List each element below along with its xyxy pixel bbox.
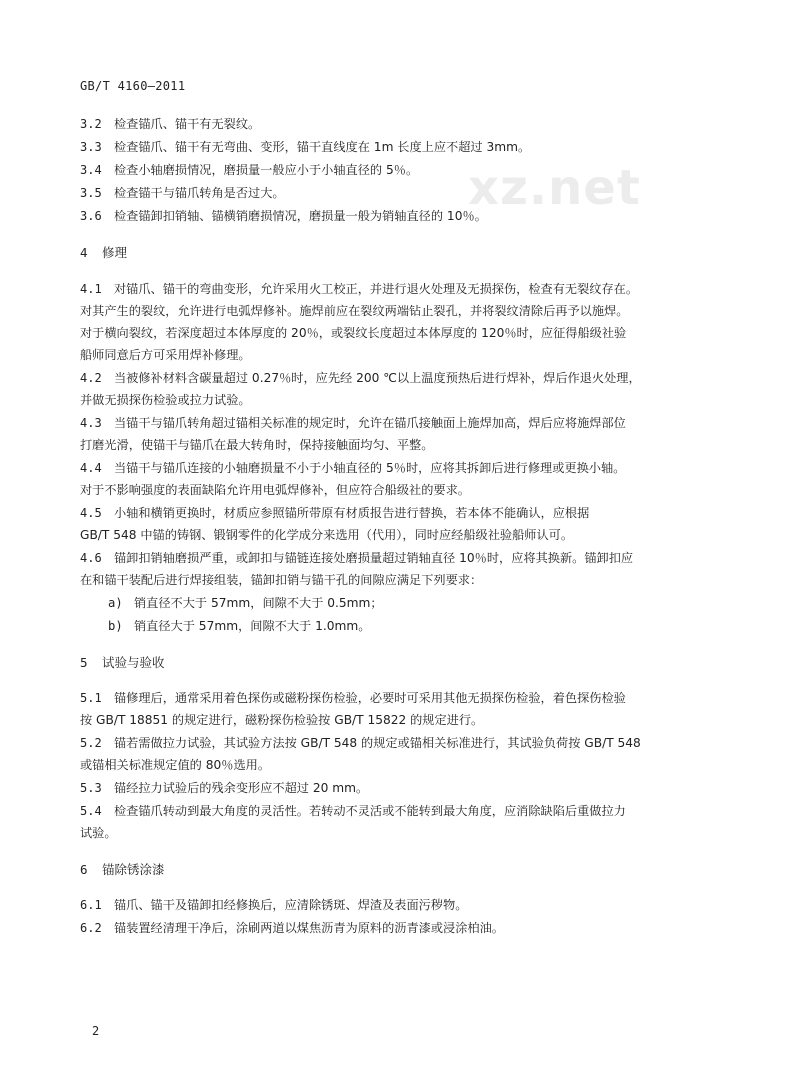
section-title-text: 锚除锈涂漆 — [102, 862, 165, 877]
clause-number: 5.4 — [80, 804, 102, 818]
section-number: 4 — [80, 245, 88, 260]
clause-5-4-line-2: 试验。 — [80, 826, 117, 840]
clause-text: 锚装置经清理干净后，涂刷两道以煤焦沥青为原料的沥青漆或浸涂柏油。 — [114, 921, 504, 935]
clause-number: 5.1 — [80, 691, 102, 705]
section-5-title — [80, 653, 165, 671]
clause-4-5 — [80, 504, 589, 522]
clause-number: 5.2 — [80, 736, 102, 750]
clause-4-6 — [80, 549, 633, 567]
clause-text: 检查锚爪、锚干有无弯曲、变形，锚干直线度在 1m 长度上应不超过 3mm。 — [114, 140, 531, 154]
clause-5-2 — [80, 734, 641, 752]
clause-number: 3.6 — [80, 209, 102, 223]
clause-number: 3.3 — [80, 140, 102, 154]
clause-5-4 — [80, 802, 626, 820]
section-title-text: 修理 — [102, 245, 128, 260]
clause-text: 当被修补材料含碳量超过 0.27％时，应先经 200 ℃以上温度预热后进行焊补，焊后作退火处理， — [114, 371, 641, 385]
clause-4-6-item-b — [108, 617, 370, 634]
clause-text: 检查锚卸扣销轴、锚横销磨损情况，磨损量一般为销轴直径的 10％。 — [114, 209, 487, 223]
clause-number: 4.5 — [80, 506, 102, 520]
clause-text: 小轴和横销更换时，材质应参照锚所带原有材质报告进行替换，若本体不能确认，应根据 — [114, 506, 590, 520]
clause-6-2 — [80, 919, 504, 937]
clause-6-1 — [80, 896, 467, 914]
clause-4-2 — [80, 369, 641, 387]
clause-4-1 — [80, 280, 638, 298]
clause-number: 4.4 — [80, 461, 102, 475]
clause-3-2 — [80, 115, 260, 133]
standard-header: GB/T 4160—2011 — [80, 79, 186, 93]
clause-text: 检查小轴磨损情况，磨损量一般应小于小轴直径的 5％。 — [114, 163, 419, 177]
clause-number: 6.1 — [80, 898, 102, 912]
watermark: xz.net — [468, 160, 641, 216]
clause-4-1-line-4: 船师同意后方可采用焊补修理。 — [80, 348, 251, 362]
item-text: 销直径不大于 57mm，间隙不大于 0.5mm； — [134, 596, 383, 610]
section-title-text: 试验与验收 — [102, 655, 165, 670]
clause-text: 检查锚爪、锚干有无裂纹。 — [114, 117, 261, 131]
clause-number: 3.4 — [80, 163, 102, 177]
clause-number: 4.2 — [80, 371, 102, 385]
section-number: 5 — [80, 655, 88, 670]
clause-4-4 — [80, 459, 625, 477]
clause-number: 4.1 — [80, 282, 102, 296]
item-label: b) — [108, 619, 123, 633]
clause-text: 对锚爪、锚干的弯曲变形，允许采用火工校正，并进行退火处理及无损探伤，检查有无裂纹存在。 — [114, 282, 639, 296]
clause-3-6 — [80, 207, 487, 225]
item-text: 销直径大于 57mm，间隙不大于 1.0mm。 — [134, 619, 371, 633]
clause-5-1 — [80, 689, 626, 707]
section-6-title — [80, 860, 165, 878]
item-label: a) — [108, 596, 123, 610]
clause-4-1-line-2: 对其产生的裂纹，允许进行电弧焊修补。施焊前应在裂纹两端钻止裂孔，并将裂纹清除后再予以施焊。 — [80, 304, 629, 318]
clause-number: 4.6 — [80, 551, 102, 565]
clause-4-3-line-2: 打磨光滑，使锚干与锚爪在最大转角时，保持接触面均匀、平整。 — [80, 438, 434, 452]
clause-3-5 — [80, 184, 285, 202]
clause-text: 检查锚爪转动到最大角度的灵活性。若转动不灵活或不能转到最大角度，应消除缺陷后重做拉力 — [114, 804, 626, 818]
clause-number: 5.3 — [80, 781, 102, 795]
clause-5-3 — [80, 779, 368, 797]
clause-number: 4.3 — [80, 416, 102, 430]
clause-text: 锚卸扣销轴磨损严重，或卸扣与锚链连接处磨损量超过销轴直径 10％时，应将其换新。锚卸扣应 — [114, 551, 634, 565]
page-number: 2 — [92, 1024, 100, 1038]
clause-text: 锚爪、锚干及锚卸扣经修换后，应清除锈斑、焊渣及表面污秽物。 — [114, 898, 468, 912]
clause-text: 锚修理后，通常采用着色探伤或磁粉探伤检验，必要时可采用其他无损探伤检验，着色探伤检验 — [114, 691, 626, 705]
clause-text: 检查锚干与锚爪转角是否过大。 — [114, 186, 285, 200]
clause-4-4-line-2: 对于不影响强度的表面缺陷允许用电弧焊修补，但应符合船级社的要求。 — [80, 483, 470, 497]
section-number: 6 — [80, 862, 88, 877]
clause-text: 锚经拉力试验后的残余变形应不超过 20 mm。 — [114, 781, 369, 795]
clause-4-5-line-2: GB/T 548 中锚的铸钢、锻钢零件的化学成分来选用（代用），同时应经船级社验船师认可。 — [80, 528, 574, 542]
clause-4-6-line-2: 在和锚干装配后进行焊接组装，锚卸扣销与锚干孔的间隙应满足下列要求： — [80, 573, 483, 587]
clause-4-3 — [80, 414, 626, 432]
clause-number: 6.2 — [80, 921, 102, 935]
clause-number: 3.5 — [80, 186, 102, 200]
clause-text: 当锚干与锚爪转角超过锚相关标准的规定时，允许在锚爪接触面上施焊加高，焊后应将施焊部位 — [114, 416, 626, 430]
clause-text: 锚若需做拉力试验，其试验方法按 GB/T 548 的规定或锚相关标准进行，其试验负荷按 GB/T 548 — [114, 736, 641, 750]
clause-number: 3.2 — [80, 117, 102, 131]
clause-5-1-line-2: 按 GB/T 18851 的规定进行，磁粉探伤检验按 GB/T 15822 的规定进行。 — [80, 713, 484, 727]
clause-5-2-line-2: 或锚相关标准规定值的 80％选用。 — [80, 758, 271, 772]
clause-text: 当锚干与锚爪连接的小轴磨损量不小于小轴直径的 5％时，应将其拆卸后进行修理或更换小轴。 — [114, 461, 626, 475]
clause-4-2-line-2: 并做无损探伤检验或拉力试验。 — [80, 393, 251, 407]
clause-4-6-item-a — [108, 594, 383, 611]
section-4-title — [80, 243, 127, 261]
clause-3-4 — [80, 161, 418, 179]
clause-3-3 — [80, 138, 530, 156]
clause-4-1-line-3: 对于横向裂纹，若深度超过本体厚度的 20％，或裂纹长度超过本体厚度的 120％时，应征得船级社验 — [80, 326, 627, 340]
